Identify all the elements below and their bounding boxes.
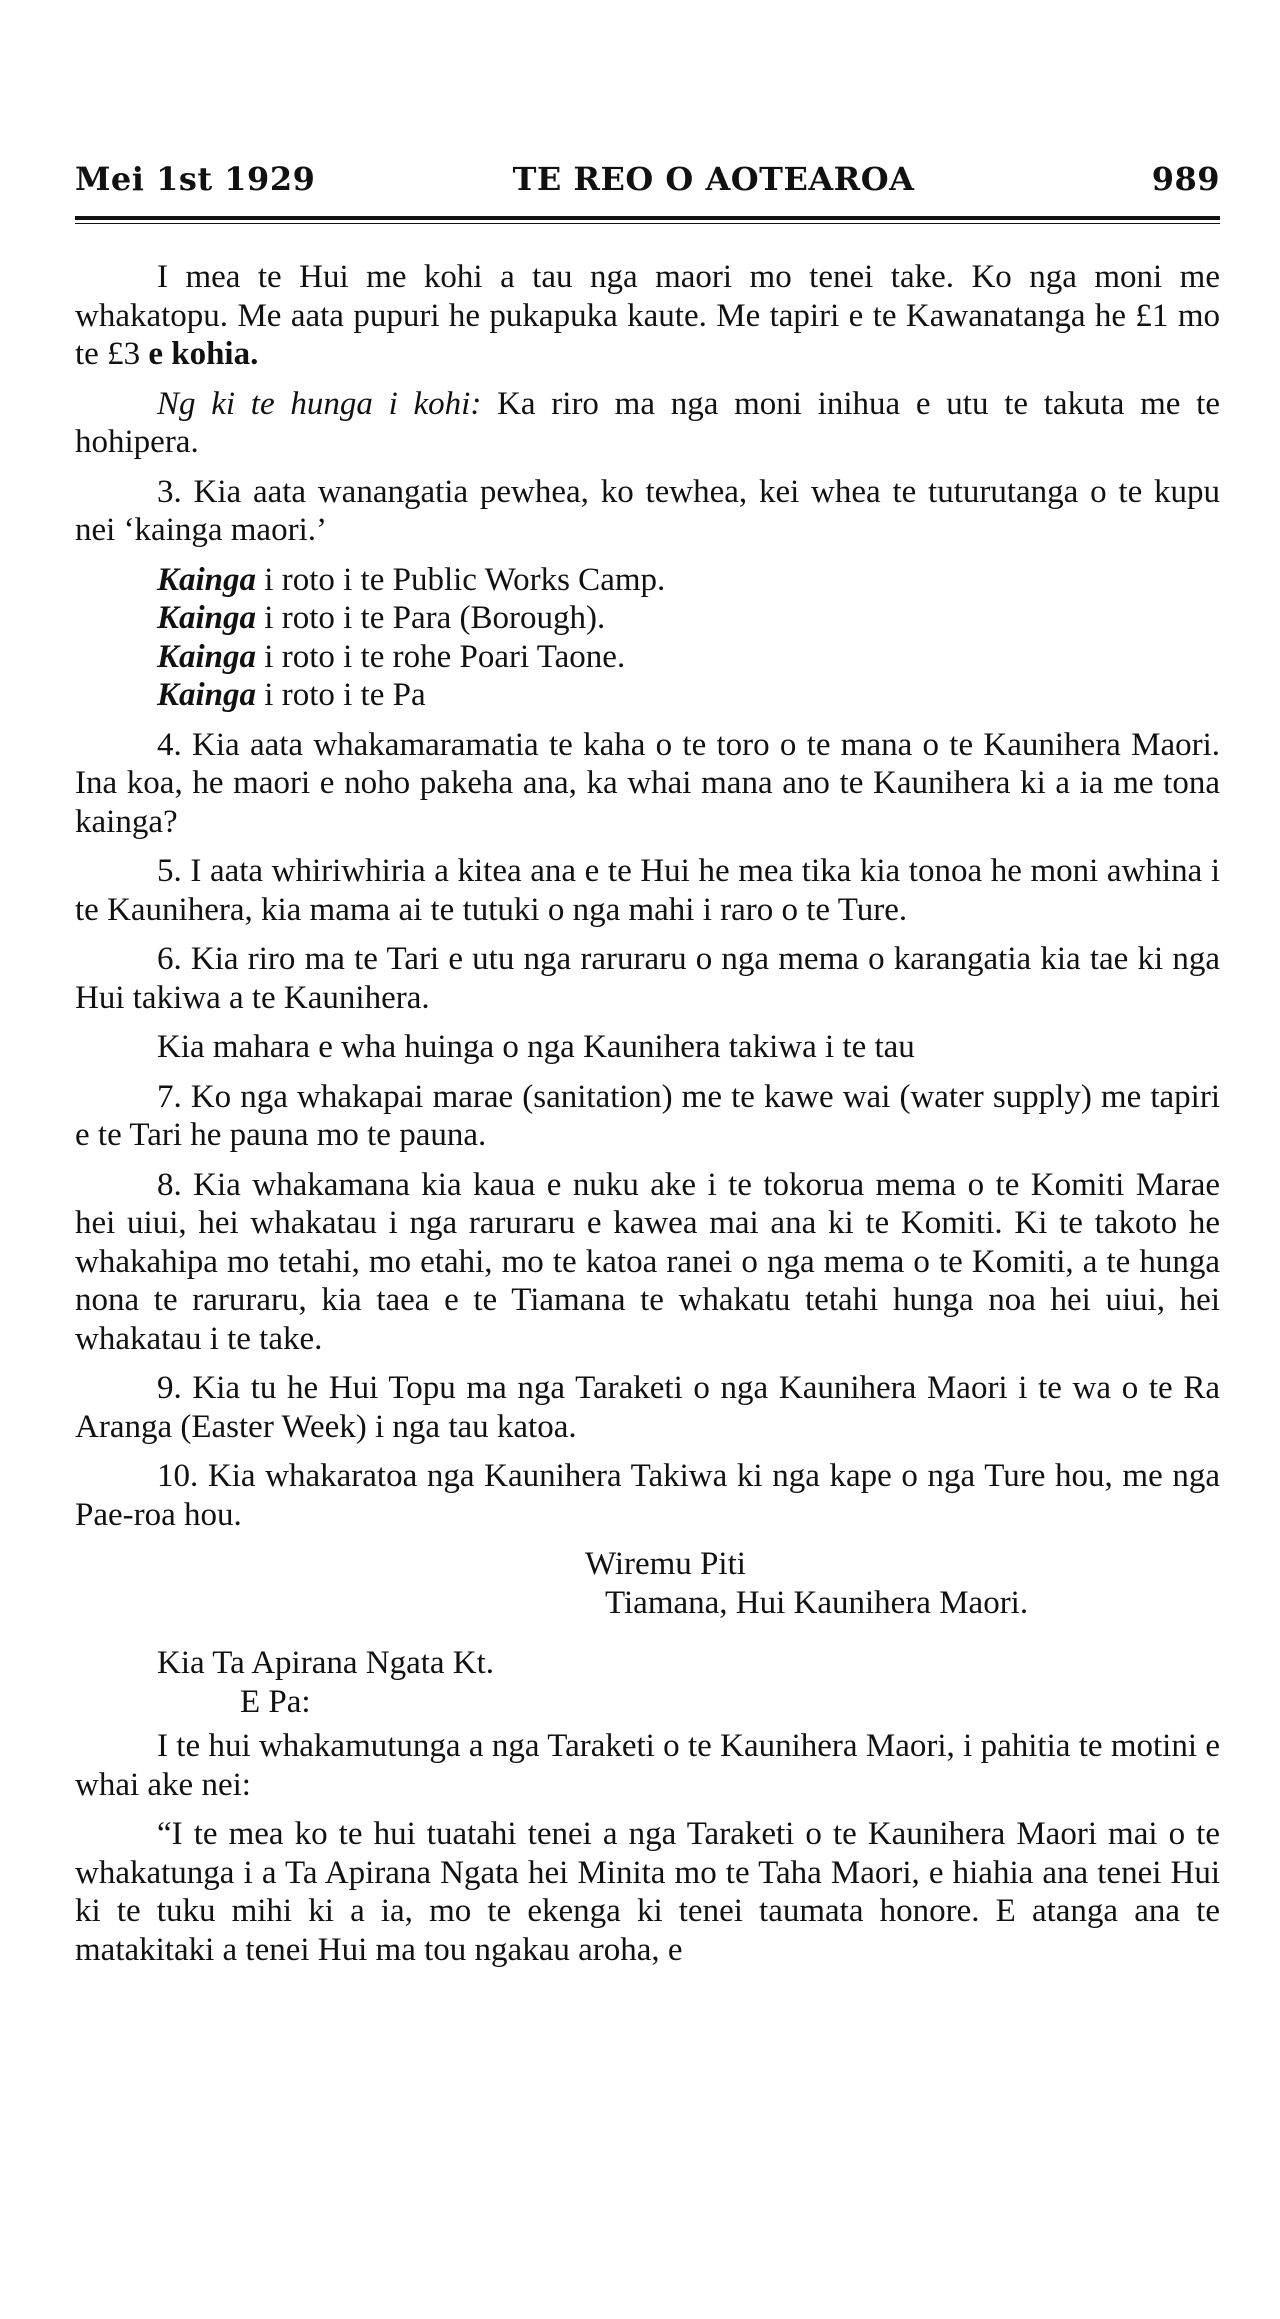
paragraph-7: 7. Ko nga whakapai marae (sanitation) me te kawe wai (water supply) me tapiri e te Tari he pauna mo te pauna. [75,1078,1220,1153]
addressee: Kia Ta Apirana Ngata Kt. [157,1645,495,1681]
paragraph-5: 5. I aata whiriwhiria a kitea ana e te Hui he mea tika kia tonoa he moni awhina i te Kaunihera, kia mama ai te tutuki o nga mahi i raro o te Ture. [75,853,1220,928]
page [75,160,1220,1980]
page-number: 989 [1151,160,1220,198]
header-date: Mei 1st 1929 [75,160,316,198]
signature-block [75,1545,1220,1622]
signature-name: Wiremu Piti [585,1546,746,1582]
paragraph-10: 10. Kia whakaratoa nga Kaunihera Takiwa ki nga kape o nga Ture hou, me nga Pae-roa hou. [75,1458,1220,1533]
paragraph-4: 4. Kia aata whakamaramatia te kaha o te toro o te mana o te Kaunihera Maori. Ina koa, he maori e noho pakeha ana, ka whai mana ano te Kaunihera ki a ia me tona kainga? [75,726,1220,840]
header-journal-title: TE REO O AOTEAROA [512,160,915,198]
signature-role: Tiamana, Hui Kaunihera Maori. [605,1584,1029,1621]
letter-address [75,1644,1220,1721]
list-item: Kainga i roto i te Pa [157,677,426,713]
header-rule-thick [75,216,1220,220]
paragraph-12: “I te mea ko te hui tuatahi tenei a nga Taraketi o te Kaunihera Maori mai o te whakatunga i a Ta Apirana Ngata hei Minita mo te Taha Maori, e hiahia ana tenei Hui ki te tuku mihi ki a ia, mo te ekenga ki tenei taumata honore. E atanga ana te matakitaki a tenei Hui ma tou ngakau aroha, e [75,1816,1220,1968]
paragraph-11: I te hui whakamutunga a nga Taraketi o te Kaunihera Maori, i pahitia te motini e whai ake nei: [75,1728,1220,1803]
kainga-list [157,561,1220,715]
paragraph-3: 3. Kia aata wanangatia pewhea, ko tewhea, kei whea te tuturutanga o te kupu nei ‘kainga maori.’ [75,473,1220,548]
paragraph-2: Ng ki te hunga i kohi: Ka riro ma nga moni inihua e utu te takuta me te hohipera. [75,385,1220,460]
salutation: E Pa: [240,1683,311,1720]
paragraph-8: 8. Kia whakamana kia kaua e nuku ake i te tokorua mema o te Komiti Marae hei uiui, hei whakatau i nga raruraru e kawea mai ana ki te Komiti. Ki te takoto he whakahipa mo tetahi, mo etahi, mo te katoa ranei o nga mema o te Komiti, a te hunga nona te raruraru, kia taea e te Tiamana te whakatu tetahi hunga noa hei uiui, hei whakatau i te take. [75,1166,1220,1357]
paragraph-6b: Kia mahara e wha huinga o nga Kaunihera takiwa i te tau [157,1029,915,1065]
list-item: Kainga i roto i te Para (Borough). [157,600,606,636]
article-body [75,258,1220,1969]
paragraph-1: I mea te Hui me kohi a tau nga maori mo tenei take. Ko nga moni me whakatopu. Me aata pupuri he pukapuka kaute. Me tapiri e te Kawanatanga he £1 mo te £3 e kohia. [75,259,1220,372]
header-rule-thin [75,223,1220,224]
paragraph-6: 6. Kia riro ma te Tari e utu nga raruraru o nga mema o karangatia kia tae ki nga Hui takiwa a te Kaunihera. [75,941,1220,1016]
list-item: Kainga i roto i te Public Works Camp. [157,561,666,598]
list-item: Kainga i roto i te rohe Poari Taone. [157,638,626,675]
running-header [75,160,1220,198]
paragraph-9: 9. Kia tu he Hui Topu ma nga Taraketi o nga Kaunihera Maori i te wa o te Ra Aranga (Easter Week) i nga tau katoa. [75,1370,1220,1445]
